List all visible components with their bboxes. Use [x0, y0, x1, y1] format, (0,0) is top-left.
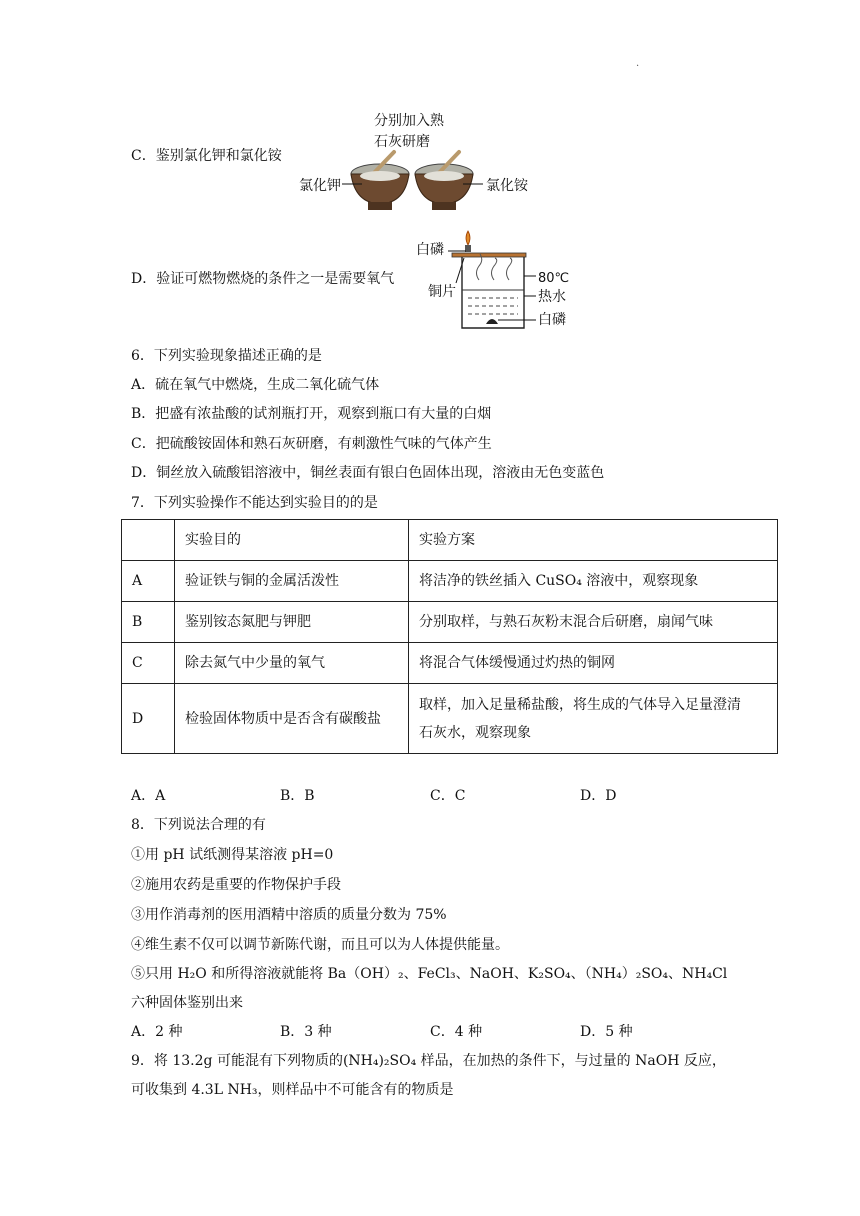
q5-option-d: D．验证可燃物燃烧的条件之一是需要氧气	[131, 271, 395, 287]
table-row	[122, 684, 778, 754]
q6-option-b: B．把盛有浓盐酸的试剂瓶打开，观察到瓶口有大量的白烟	[131, 406, 492, 422]
q6-option-d: D．铜丝放入硫酸铝溶液中，铜丝表面有银白色固体出现，溶液由无色变蓝色	[131, 465, 605, 481]
fig-c-right-label: 氯化铵	[486, 178, 528, 194]
table-cell: 将混合气体缓慢通过灼热的铜网	[409, 643, 778, 684]
fig-c-top-label-2: 石灰研磨	[374, 134, 430, 150]
left-mortar-icon	[351, 152, 409, 210]
q8-stem: 8．下列说法合理的有	[131, 817, 266, 833]
fig-c-left-label: 氯化钾	[299, 178, 341, 194]
fig-d-label-white-phosphorus-top: 白磷	[416, 242, 444, 258]
right-mortar-icon	[415, 152, 473, 210]
table-cell: 将洁净的铁丝插入 CuSO₄ 溶液中，观察现象	[409, 561, 778, 602]
q5-option-c: C．鉴别氯化钾和氯化铵	[131, 148, 282, 164]
table-row	[122, 561, 778, 602]
q9-line-2: 可收集到 4.3L NH₃，则样品中不可能含有的物质是	[131, 1082, 454, 1098]
fig-c-top-label-1: 分别加入熟	[374, 113, 444, 129]
table-cell: C	[122, 643, 175, 684]
q8-answer-c: C．4 种	[430, 1024, 483, 1040]
q8-item-3: ③用作消毒剂的医用酒精中溶质的质量分数为 75%	[131, 907, 447, 923]
table-cell-line: 取样，加入足量稀盐酸，将生成的气体导入足量澄清	[419, 696, 741, 713]
table-cell: 验证铁与铜的金属活泼性	[175, 561, 409, 602]
experiment-table	[121, 519, 778, 754]
q8-item-2: ②施用农药是重要的作物保护手段	[131, 877, 341, 893]
table-header-cell: 实验方案	[409, 520, 778, 561]
q6-stem: 6．下列实验现象描述正确的是	[131, 348, 322, 364]
fig-d-label-temperature: 80℃	[538, 271, 570, 286]
q7-answer-c: C．C	[430, 788, 466, 804]
table-cell: 分别取样，与熟石灰粉末混合后研磨，扇闻气味	[409, 602, 778, 643]
q8-item-4: ④维生素不仅可以调节新陈代谢，而且可以为人体提供能量。	[131, 937, 509, 953]
q6-option-a: A．硫在氧气中燃烧，生成二氧化硫气体	[131, 377, 380, 393]
q6-option-c: C．把硫酸铵固体和熟石灰研磨，有刺激性气味的气体产生	[131, 436, 492, 452]
table-cell: B	[122, 602, 175, 643]
page-header-dot: .	[636, 58, 640, 69]
table-header-cell	[122, 520, 175, 561]
table-cell-line: 石灰水，观察现象	[419, 724, 531, 741]
phosphorus-combustion-figure	[414, 228, 590, 334]
flame-icon	[466, 231, 470, 245]
q7-answer-d: D．D	[580, 788, 617, 804]
fig-d-label-hot-water: 热水	[538, 289, 566, 305]
q8-item-5-continued: 六种固体鉴别出来	[131, 995, 243, 1011]
fig-d-label-copper-sheet: 铜片	[428, 284, 456, 300]
copper-sheet-icon	[452, 253, 526, 257]
q8-answer-d: D．5 种	[580, 1024, 633, 1040]
table-cell: 检验固体物质中是否含有碳酸盐	[175, 684, 409, 754]
q7-answer-b: B．B	[280, 788, 315, 804]
q8-answer-a: A．2 种	[131, 1024, 183, 1040]
white-phosphorus-icon	[486, 319, 498, 324]
mortar-grinding-figure	[296, 106, 528, 218]
q8-item-5: ⑤只用 H₂O 和所得溶液就能将 Ba（OH）₂、FeCl₃、NaOH、K₂SO₄、（NH₄）₂SO₄、NH₄Cl	[131, 966, 728, 982]
q8-item-1: ①用 pH 试纸测得某溶液 pH=0	[131, 847, 334, 863]
table-row	[122, 643, 778, 684]
q7-stem: 7．下列实验操作不能达到实验目的的是	[131, 495, 378, 511]
fig-d-label-white-phosphorus-bottom: 白磷	[538, 312, 566, 328]
table-cell: D	[122, 684, 175, 754]
table-row	[122, 602, 778, 643]
table-cell: A	[122, 561, 175, 602]
table-cell: 除去氮气中少量的氧气	[175, 643, 409, 684]
q7-answer-a: A．A	[131, 788, 166, 804]
q8-answer-b: B．3 种	[280, 1024, 332, 1040]
table-header-cell: 实验目的	[175, 520, 409, 561]
table-header-row	[122, 520, 778, 561]
table-cell: 鉴别铵态氮肥与钾肥	[175, 602, 409, 643]
table-cell	[409, 684, 778, 754]
q9-line-1: 9．将 13.2g 可能混有下列物质的(NH₄)₂SO₄ 样品，在加热的条件下，与过量的 NaOH 反应，	[131, 1053, 726, 1069]
